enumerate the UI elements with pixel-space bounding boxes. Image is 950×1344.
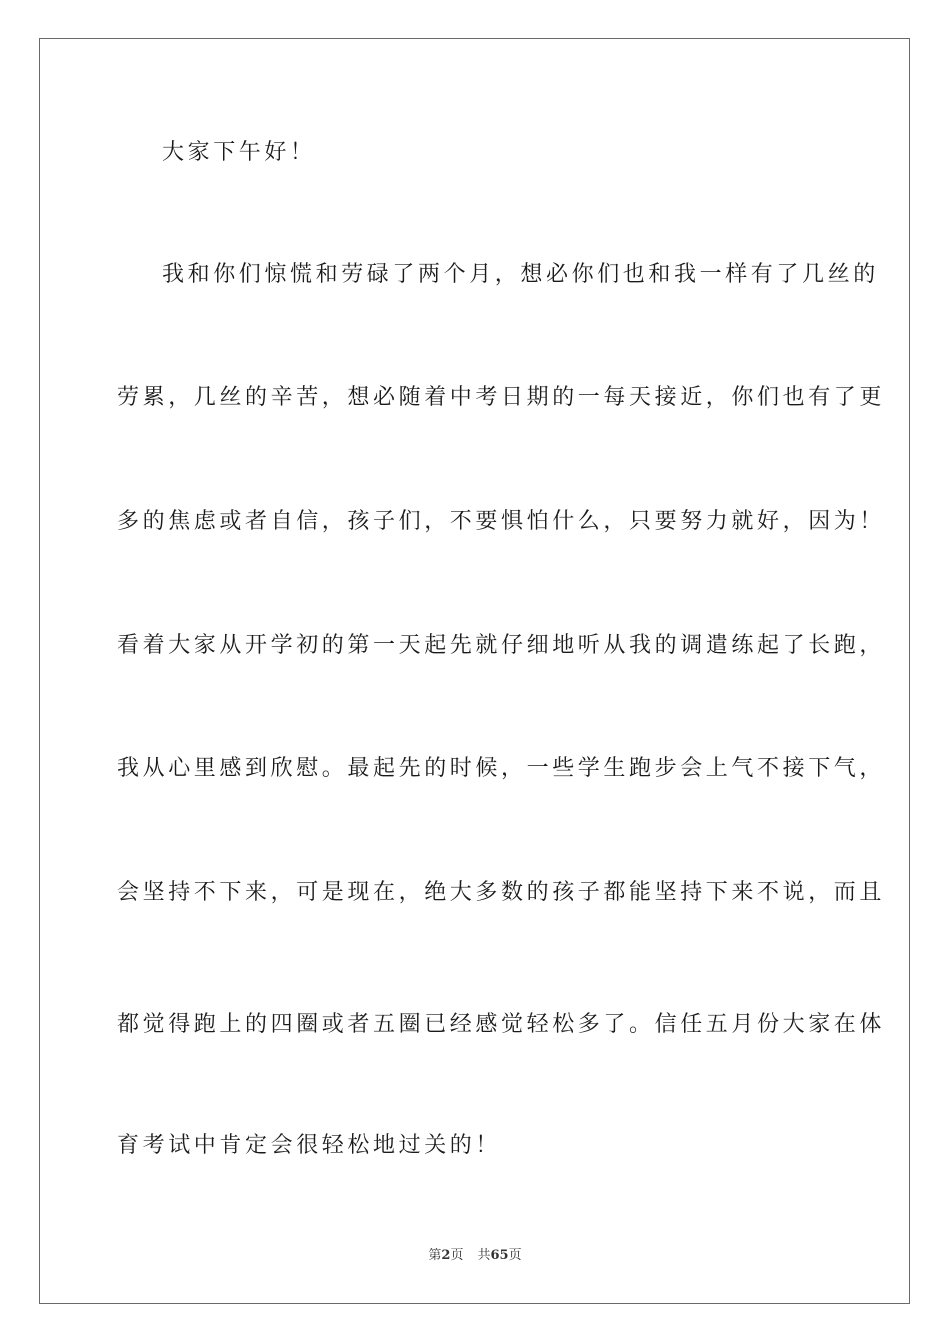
page-number: 2 [441,1248,451,1263]
greeting-line: 大家下午好！ [162,140,316,165]
paragraph-line-1: 我和你们惊慌和劳碌了两个月，想必你们也和我一样有了几丝的 [162,262,879,287]
total-pages: 65 [490,1248,509,1263]
total-suffix: 页 [508,1248,522,1263]
paragraph-line-6: 会坚持不下来，可是现在，绝大多数的孩子都能坚持下来不说，而且 [117,880,886,905]
total-prefix: 共 [477,1248,491,1263]
paragraph-line-4: 看着大家从开学初的第一天起先就仔细地听从我的调遣练起了长跑， [117,633,886,658]
page-suffix: 页 [450,1248,464,1263]
paragraph-line-2: 劳累，几丝的辛苦，想必随着中考日期的一每天接近，你们也有了更 [117,385,886,410]
page-footer [0,1247,950,1265]
paragraph-line-8: 育考试中肯定会很轻松地过关的！ [117,1133,502,1158]
paragraph-line-5: 我从心里感到欣慰。最起先的时候，一些学生跑步会上气不接下气， [117,756,886,781]
paragraph-line-3: 多的焦虑或者自信，孩子们，不要惧怕什么，只要努力就好，因为！ [117,509,886,534]
paragraph-line-7: 都觉得跑上的四圈或者五圈已经感觉轻松多了。信任五月份大家在体 [117,1012,886,1037]
page-frame [39,38,910,1304]
page-prefix: 第 [428,1248,442,1263]
